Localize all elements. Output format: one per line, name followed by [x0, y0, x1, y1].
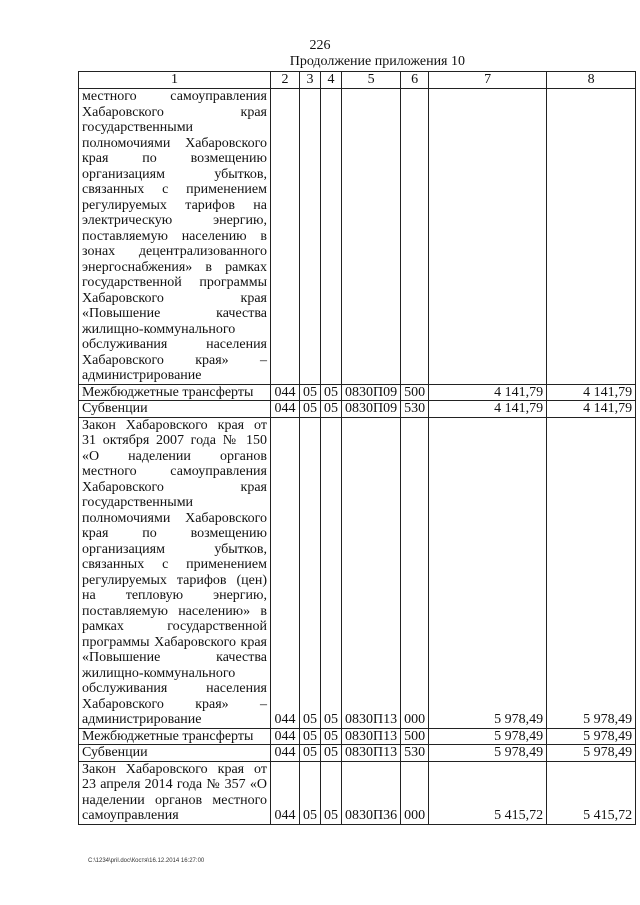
- expense-type-cell: 530: [401, 745, 429, 762]
- amount-cell: [429, 89, 547, 385]
- description-line: Субвенции: [82, 745, 148, 760]
- amount-cell: [547, 89, 636, 385]
- amount-cell: 5 978,49: [429, 728, 547, 745]
- subsection-cell: 05: [321, 384, 342, 401]
- expense-type-cell: 000: [401, 417, 429, 728]
- section-cell: 05: [300, 384, 321, 401]
- expense-type-cell: 500: [401, 728, 429, 745]
- description-line: энергоснабжения» в рамках: [82, 259, 267, 275]
- amount-cell: 4 141,79: [547, 401, 636, 418]
- description-line: «Повышение качества: [82, 650, 267, 665]
- description-line: Закон Хабаровского края от: [82, 761, 267, 777]
- table-row: [79, 761, 636, 824]
- description-line: поставляемую населению» в: [82, 603, 267, 619]
- section-cell: 05: [300, 401, 321, 418]
- description-line: Хабаровского края: [82, 290, 267, 306]
- description-line: жилищно-коммунального: [82, 665, 236, 681]
- table-row: [79, 401, 636, 418]
- description-line: государственными: [82, 495, 194, 510]
- header-cell: 8: [547, 72, 636, 89]
- ministry-code-cell: [271, 89, 300, 385]
- description-line: местного самоуправления: [82, 464, 267, 479]
- description-line: организациям убытков,: [82, 541, 267, 557]
- description-line: «О наделении органов: [82, 448, 267, 464]
- amount-cell: 4 141,79: [429, 384, 547, 401]
- budget-table: [78, 71, 636, 825]
- header-cell: 3: [300, 72, 321, 89]
- description-line: рамках государственной: [82, 619, 267, 634]
- caption-text: Продолжение приложения 10: [289, 54, 465, 69]
- description-line: обслуживания населения: [82, 337, 267, 352]
- target-article-cell: 0830П13: [342, 417, 401, 728]
- target-article-cell: 0830П36: [342, 761, 401, 824]
- description-line: связанных с применением: [82, 557, 267, 572]
- subsection-cell: 05: [321, 745, 342, 762]
- expense-type-cell: [401, 89, 429, 385]
- section-cell: [300, 89, 321, 385]
- description-line: края по возмещению: [82, 526, 267, 541]
- description-cell: [79, 401, 271, 418]
- description-line: Субвенции: [82, 401, 148, 416]
- amount-cell: 5 415,72: [547, 761, 636, 824]
- description-line: местного самоуправления: [82, 89, 267, 104]
- description-line: государственными: [82, 120, 194, 135]
- header-cell: 2: [271, 72, 300, 89]
- ministry-code-cell: 044: [271, 384, 300, 401]
- file-path-footer: C:\1234\pril.doc\Костя\16.12.2014 16:27:00: [88, 858, 205, 864]
- section-cell: 05: [300, 417, 321, 728]
- expense-type-cell: 530: [401, 401, 429, 418]
- amount-cell: 5 415,72: [429, 761, 547, 824]
- description-line: обслуживания населения: [82, 681, 267, 696]
- expense-type-cell: 500: [401, 384, 429, 401]
- table-row: [79, 417, 636, 728]
- description-line: Межбюджетные трансферты: [82, 384, 254, 400]
- description-line: государственной программы: [82, 275, 267, 290]
- description-line: зонах децентрализованного: [82, 244, 267, 259]
- table-row: [79, 745, 636, 762]
- table-row: [79, 89, 636, 385]
- header-cell: 5: [342, 72, 401, 89]
- description-line: поставляемую населению в: [82, 228, 267, 244]
- page-number: 226: [309, 38, 331, 53]
- amount-cell: 5 978,49: [547, 745, 636, 762]
- subsection-cell: 05: [321, 728, 342, 745]
- description-cell: [79, 761, 271, 824]
- subsection-cell: [321, 89, 342, 385]
- ministry-code-cell: 044: [271, 745, 300, 762]
- amount-cell: 5 978,49: [429, 745, 547, 762]
- target-article-cell: 0830П13: [342, 745, 401, 762]
- description-line: администрирование: [82, 368, 202, 383]
- description-line: Хабаровского края» –: [82, 352, 267, 368]
- ministry-code-cell: 044: [271, 761, 300, 824]
- target-article-cell: [342, 89, 401, 385]
- ministry-code-cell: 044: [271, 728, 300, 745]
- description-line: наделении органов местного: [82, 792, 267, 808]
- description-cell: [79, 728, 271, 745]
- expense-type-cell: 000: [401, 761, 429, 824]
- description-line: электрическую энергию,: [82, 213, 267, 228]
- description-line: администрирование: [82, 712, 202, 727]
- description-line: полномочиями Хабаровского: [82, 510, 267, 526]
- amount-cell: 4 141,79: [429, 401, 547, 418]
- description-line: полномочиями Хабаровского: [82, 135, 267, 151]
- description-line: Хабаровского края: [82, 104, 267, 120]
- subsection-cell: 05: [321, 401, 342, 418]
- description-line: Хабаровского края» –: [82, 696, 267, 712]
- description-cell: [79, 384, 271, 401]
- description-line: на тепловую энергию,: [82, 588, 267, 603]
- section-cell: 05: [300, 745, 321, 762]
- header-cell: 6: [401, 72, 429, 89]
- subsection-cell: 05: [321, 417, 342, 728]
- description-line: организациям убытков,: [82, 166, 267, 182]
- target-article-cell: 0830П09: [342, 384, 401, 401]
- ministry-code-cell: 044: [271, 417, 300, 728]
- header-cell: 7: [429, 72, 547, 89]
- amount-cell: 5 978,49: [547, 728, 636, 745]
- description-line: Закон Хабаровского края от: [82, 417, 267, 433]
- amount-cell: 5 978,49: [547, 417, 636, 728]
- description-line: самоуправления: [82, 808, 179, 823]
- description-line: регулируемых тарифов на: [82, 197, 267, 213]
- target-article-cell: 0830П13: [342, 728, 401, 745]
- ministry-code-cell: 044: [271, 401, 300, 418]
- description-cell: [79, 417, 271, 728]
- section-cell: 05: [300, 761, 321, 824]
- table-header-row: [79, 72, 636, 89]
- description-line: регулируемых тарифов (цен): [82, 572, 267, 588]
- description-line: программы Хабаровского края: [82, 634, 267, 650]
- description-cell: [79, 89, 271, 385]
- header-cell: 4: [321, 72, 342, 89]
- header-cell: 1: [79, 72, 271, 89]
- amount-cell: 5 978,49: [429, 417, 547, 728]
- description-line: Межбюджетные трансферты: [82, 728, 254, 744]
- description-line: жилищно-коммунального: [82, 321, 236, 337]
- section-cell: 05: [300, 728, 321, 745]
- description-line: Хабаровского края: [82, 479, 267, 495]
- subsection-cell: 05: [321, 761, 342, 824]
- table-row: [79, 728, 636, 745]
- description-cell: [79, 745, 271, 762]
- appendix-caption: [0, 54, 610, 70]
- description-line: «Повышение качества: [82, 306, 267, 321]
- description-line: связанных с применением: [82, 182, 267, 197]
- description-line: 31 октября 2007 года № 150: [82, 433, 267, 448]
- amount-cell: 4 141,79: [547, 384, 636, 401]
- description-line: края по возмещению: [82, 151, 267, 166]
- description-line: 23 апреля 2014 года № 357 «О: [82, 777, 267, 792]
- table-row: [79, 384, 636, 401]
- target-article-cell: 0830П09: [342, 401, 401, 418]
